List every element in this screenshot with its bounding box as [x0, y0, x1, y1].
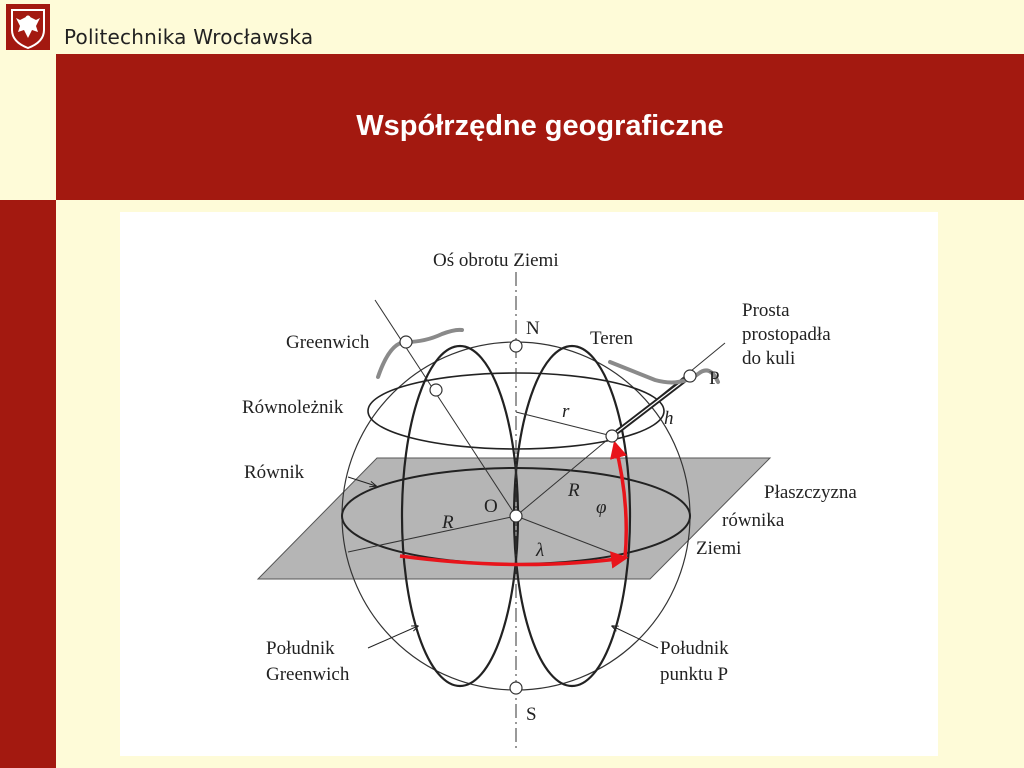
north-pole-node [510, 340, 522, 352]
terrain-greenwich [378, 330, 462, 377]
p-meridian-label-2: punktu P [660, 664, 729, 685]
eq-plane-label-1: Płaszczyzna [764, 482, 857, 503]
gw-meridian-pointer [368, 626, 418, 648]
radius-left-label: R [442, 512, 454, 533]
radius-right-label: R [568, 480, 580, 501]
axis-label: Oś obrotu Ziemi [433, 250, 559, 271]
slide-title: Współrzędne geograficzne [356, 110, 724, 142]
point-surface-node [606, 430, 618, 442]
university-name: Politechnika Wrocławska [64, 25, 314, 49]
p-meridian-label-1: Południk [660, 638, 729, 659]
south-label: S [526, 704, 537, 725]
longitude-label: λ [536, 540, 545, 561]
greenwich-label: Greenwich [286, 332, 370, 353]
south-pole-node [510, 682, 522, 694]
latitude-label: φ [596, 497, 607, 518]
equator-label: Równik [244, 462, 305, 483]
point-p-node [684, 370, 696, 382]
height-segment-inner [617, 376, 690, 432]
eq-plane-label-2: równika [722, 510, 785, 531]
perp-line-label-3: do kuli [742, 348, 796, 369]
gw-meridian-label-2: Greenwich [266, 664, 350, 685]
height-label: h [664, 408, 674, 429]
center-label: O [484, 496, 498, 517]
eagle-crest-icon [6, 4, 50, 50]
point-label: P [709, 368, 720, 389]
north-label: N [526, 318, 540, 339]
center-node [510, 510, 522, 522]
small-radius-label: r [562, 401, 570, 422]
parallel-label: Równoleżnik [242, 397, 344, 418]
terrain-label: Teren [590, 328, 633, 349]
title-band [56, 54, 1024, 200]
left-accent-bar [0, 200, 56, 768]
greenwich-node [400, 336, 412, 348]
perp-line-label-1: Prosta [742, 300, 790, 321]
gw-meridian-label-1: Południk [266, 638, 335, 659]
eq-plane-label-3: Ziemi [696, 538, 742, 559]
terrain-point [610, 362, 718, 382]
perp-line-label-2: prostopadła [742, 324, 831, 345]
parallel-node [430, 384, 442, 396]
geographic-coordinates-diagram [120, 212, 938, 756]
p-meridian-pointer [612, 626, 658, 648]
